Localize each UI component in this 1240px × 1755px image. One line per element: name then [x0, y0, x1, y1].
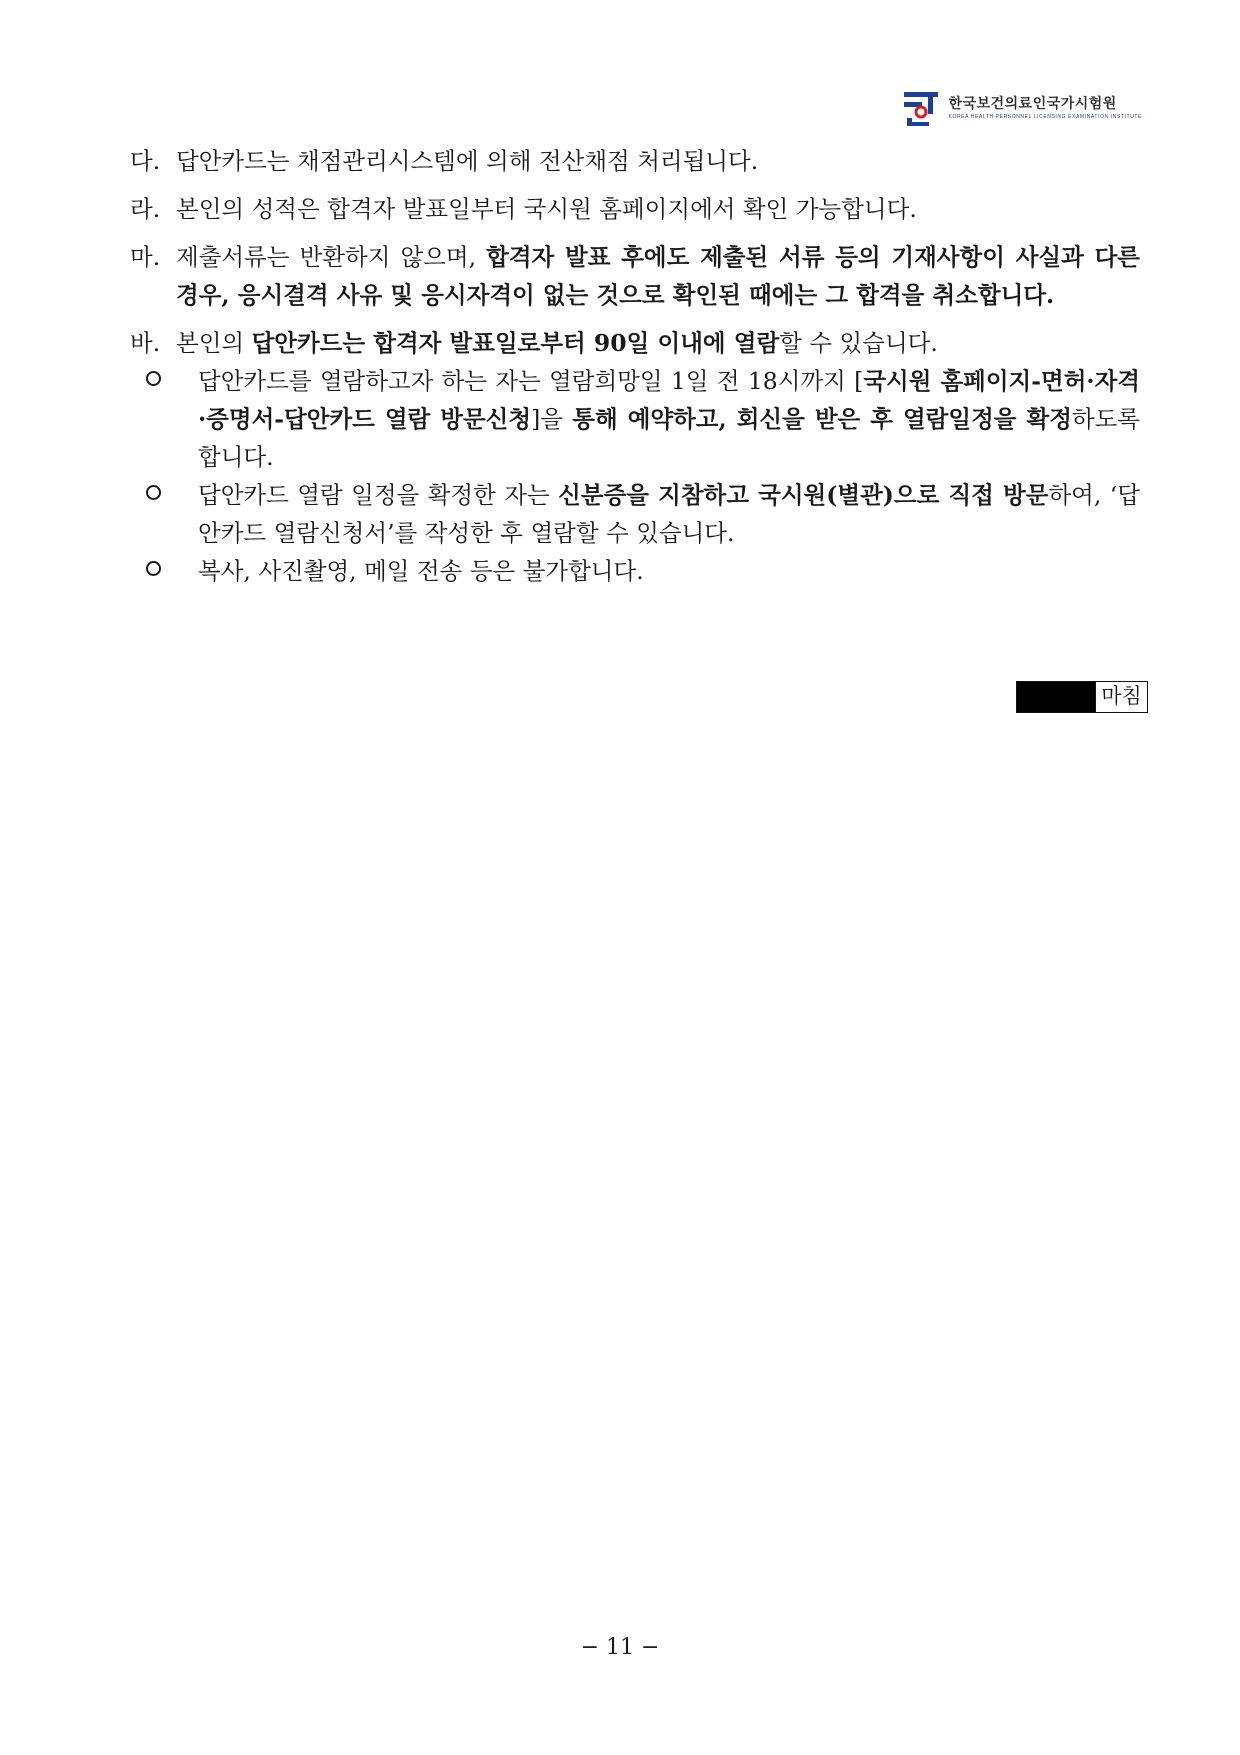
list-item [130, 324, 1140, 362]
end-mark-label: 마침 [1095, 682, 1147, 712]
end-mark [1016, 681, 1148, 713]
institute-logo [901, 88, 1142, 128]
end-mark-block [1017, 682, 1095, 712]
sub-list-item [146, 362, 1140, 476]
list-item [130, 142, 1140, 180]
sub-list-item [146, 476, 1140, 552]
org-name-english: KOREA HEALTH PERSONNEL LICENSING EXAMINATION INSTITUTE [948, 113, 1142, 120]
page-number: − 11 − [580, 1635, 660, 1660]
institute-emblem-icon [901, 88, 941, 128]
item-text: 본인의 [176, 329, 252, 357]
sub-item-text-emphasis: 통해 예약하고, 회신을 받은 후 열람일정을 확정 [572, 405, 1072, 433]
item-marker: 다. [130, 147, 161, 175]
org-name-korean: 한국보건의료인국가시험원 [948, 95, 1117, 112]
item-marker: 바. [130, 329, 161, 357]
circle-bullet-icon [146, 371, 161, 386]
item-text: 본인의 성적은 합격자 발표일부터 국시원 홈페이지에서 확인 가능합니다. [176, 195, 917, 223]
sub-list-item [146, 552, 1140, 590]
circle-bullet-icon [146, 485, 161, 500]
sub-item-text: 답안카드 열람 일정을 확정한 자는 [198, 481, 559, 509]
sub-item-text-emphasis: 신분증을 지참하고 국시원(별관)으로 직접 방문 [558, 481, 1049, 509]
item-marker: 마. [130, 243, 161, 271]
item-text-emphasis: 답안카드는 합격자 발표일로부터 90일 이내에 열람 [251, 329, 780, 357]
list-item [130, 190, 1140, 228]
item-text: 답안카드는 채점관리시스템에 의해 전산채점 처리됩니다. [176, 147, 759, 175]
item-text-emphasis: 합격자 발표 후에도 제출된 서류 등의 기재사항이 사실과 다른 경우, 응시결격 사유 및 응시자격이 없는 것으로 확인된 때에는 그 합격을 취소합니다. [176, 243, 1140, 309]
item-text: 제출서류는 반환하지 않으며, [176, 243, 487, 271]
list-item [130, 238, 1140, 314]
item-text: 할 수 있습니다. [779, 329, 938, 357]
sub-item-text: 답안카드를 열람하고자 하는 자는 열람희망일 1일 전 18시까지 [ [198, 367, 864, 395]
circle-bullet-icon [146, 561, 161, 576]
item-marker: 라. [130, 195, 161, 223]
sub-item-text: 하여, ‘답안카드 열람신청서’를 작성한 후 열람할 수 있습니다. [198, 481, 1140, 547]
sub-item-text: ]을 [531, 405, 573, 433]
sub-item-text: 하도록 합니다. [198, 405, 1140, 471]
document-body [130, 142, 1140, 590]
sub-item-text-emphasis: 국시원 홈페이지-면허·자격·증명서-답안카드 열람 방문신청 [198, 367, 1140, 433]
sub-item-text: 복사, 사진촬영, 메일 전송 등은 불가합니다. [198, 557, 644, 585]
